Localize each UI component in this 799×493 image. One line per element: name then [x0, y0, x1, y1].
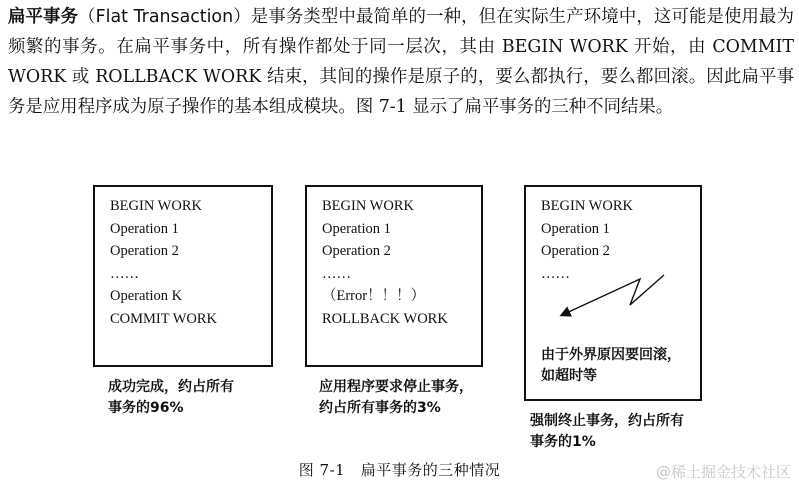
box-line: BEGIN WORK — [110, 198, 202, 214]
box-line: （Error！！！） — [322, 288, 426, 304]
caption-rollback — [319, 377, 473, 419]
caption-commit — [108, 377, 234, 419]
caption-line: 事务的1% — [530, 434, 596, 450]
box-line: Operation 1 — [541, 220, 610, 237]
term-english: （Flat Transaction） — [78, 7, 251, 27]
box-line: …… — [110, 265, 139, 282]
note-line: 由于外界原因要回滚， — [541, 347, 681, 363]
transaction-box-abort — [524, 185, 702, 401]
box-line: Operation 1 — [110, 220, 179, 237]
box-line: …… — [322, 265, 351, 282]
box-line: Operation 2 — [322, 243, 391, 259]
caption-line: 应用程序要求停止事务， — [319, 379, 473, 395]
caption-line: 事务的96% — [108, 400, 184, 416]
box-line: Operation 1 — [322, 220, 391, 237]
box-line: BEGIN WORK — [322, 198, 414, 214]
watermark: @稀土掘金技术社区 — [655, 463, 791, 481]
box-line: BEGIN WORK — [541, 198, 633, 214]
note-line: 如超时等 — [541, 368, 597, 384]
box-line: …… — [541, 265, 570, 282]
lightning-arrow-icon — [556, 267, 676, 317]
caption-abort — [530, 411, 684, 453]
box-line: ROLLBACK WORK — [322, 310, 448, 327]
transaction-box-rollback — [305, 185, 483, 367]
intro-paragraph — [8, 2, 794, 122]
box-line: Operation 2 — [541, 243, 610, 259]
caption-line: 强制终止事务，约占所有 — [530, 413, 684, 429]
caption-line: 成功完成，约占所有 — [108, 379, 234, 395]
transaction-box-commit — [93, 185, 273, 367]
box-line: Operation 2 — [110, 243, 179, 259]
term-flat-transaction: 扁平事务 — [8, 7, 79, 27]
box-line: Operation K — [110, 288, 183, 304]
figure-caption: 图 7-1 扁平事务的三种情况 — [298, 461, 501, 479]
box-line: COMMIT WORK — [110, 310, 218, 327]
paragraph-body: 是事务类型中最简单的一种，但在实际生产环境中，这可能是使用最为频繁的事务。在扁平事务中，所有操作都处于同一层次，其由 BEGIN WORK 开始，由 COMMIT WORK 或 ROLLBACK WORK 结束，其间的操作是原子的，要么都执行，要么都回滚。因此扁平事务是应用程序成为原子操作的基本组成模块。图 7-1 显示了扁平事务的三种不同结果。 — [8, 7, 794, 117]
caption-line: 约占所有事务的3% — [319, 400, 441, 416]
abort-reason-note — [541, 345, 681, 387]
